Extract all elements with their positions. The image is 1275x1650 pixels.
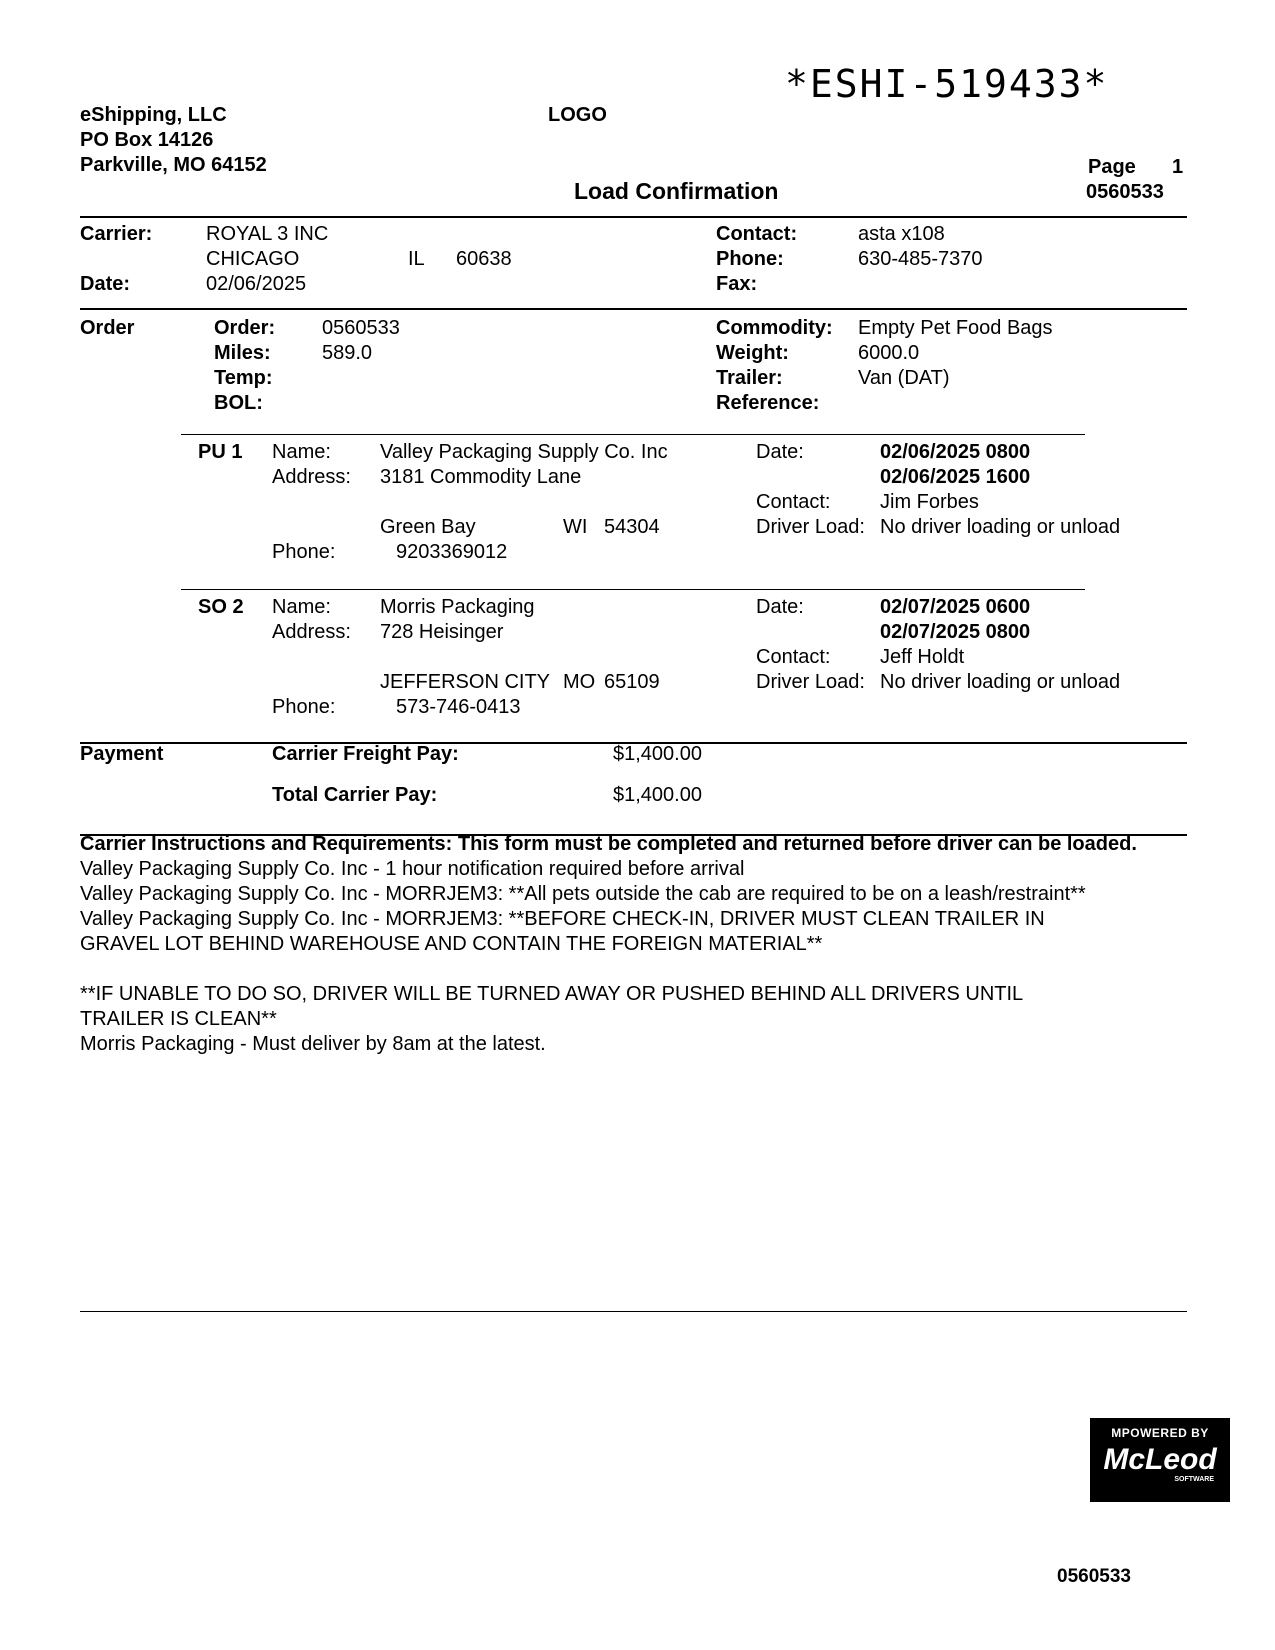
stop-date-start: 02/07/2025 0600 <box>880 596 1031 618</box>
reference-label: Reference: <box>716 392 820 414</box>
contact-label: Contact: <box>716 223 798 245</box>
fax-label: Fax: <box>716 273 758 295</box>
stop-address: 728 Heisinger <box>380 621 504 643</box>
mcleod-logo <box>1090 1418 1230 1502</box>
carrier-contact: asta x108 <box>858 223 945 245</box>
stop-phone-label: Phone: <box>272 541 336 563</box>
stop-address-label: Address: <box>272 466 351 488</box>
commodity-label: Commodity: <box>716 317 833 339</box>
instruction-line: Valley Packaging Supply Co. Inc - 1 hour notification required before arrival <box>80 858 745 880</box>
document-title: Load Confirmation <box>574 178 779 204</box>
stop-address: 3181 Commodity Lane <box>380 466 582 488</box>
logo-placeholder: LOGO <box>548 104 607 126</box>
stop-contact: Jim Forbes <box>880 491 979 513</box>
carrier-label: Carrier: <box>80 223 153 245</box>
header-divider <box>80 216 1187 218</box>
company-address-line2: Parkville, MO 64152 <box>80 154 267 176</box>
page-number: 1 <box>1172 156 1184 178</box>
carrier-date: 02/06/2025 <box>206 273 307 295</box>
stop-name: Morris Packaging <box>380 596 535 618</box>
stop-phone: 573-746-0413 <box>396 696 521 718</box>
order-weight: 6000.0 <box>858 342 920 364</box>
stop-date-label: Date: <box>756 441 804 463</box>
order-trailer: Van (DAT) <box>858 367 950 389</box>
miles-label: Miles: <box>214 342 271 364</box>
stop-city: JEFFERSON CITY <box>380 671 551 693</box>
stop-name: Valley Packaging Supply Co. Inc <box>380 441 668 463</box>
stop-contact-label: Contact: <box>756 491 831 513</box>
carrier-phone: 630-485-7370 <box>858 248 983 270</box>
powered-by-text: MPOWERED BY <box>1111 1426 1209 1440</box>
stop-date-label: Date: <box>756 596 804 618</box>
stop-driver-load-label: Driver Load: <box>756 671 865 693</box>
footer-order-number: 0560533 <box>1057 1566 1131 1587</box>
stop-zip: 65109 <box>604 671 660 693</box>
stop-code: PU 1 <box>198 441 243 463</box>
barcode-text: *ESHI-519433* <box>785 62 1109 106</box>
mcleod-software-text: SOFTWARE <box>1174 1476 1214 1483</box>
stop-phone-label: Phone: <box>272 696 336 718</box>
freight-pay-amount: $1,400.00 <box>613 743 702 765</box>
instruction-line: TRAILER IS CLEAN** <box>80 1008 277 1030</box>
total-pay-amount: $1,400.00 <box>613 784 702 806</box>
mcleod-brand-text: McLeod <box>1103 1443 1217 1476</box>
trailer-label: Trailer: <box>716 367 783 389</box>
order-number: 0560533 <box>322 317 400 339</box>
carrier-divider <box>80 308 1187 310</box>
temp-label: Temp: <box>214 367 273 389</box>
stop-date-end: 02/06/2025 1600 <box>880 466 1031 488</box>
carrier-city: CHICAGO <box>206 248 300 270</box>
order-label: Order: <box>214 317 276 339</box>
payment-section-label: Payment <box>80 743 164 765</box>
carrier-name: ROYAL 3 INC <box>206 223 329 245</box>
stop-divider <box>181 434 1085 435</box>
weight-label: Weight: <box>716 342 789 364</box>
order-commodity: Empty Pet Food Bags <box>858 317 1053 339</box>
company-address-line1: PO Box 14126 <box>80 129 214 151</box>
page-label: Page <box>1088 156 1136 178</box>
header-order-number: 0560533 <box>1086 181 1164 203</box>
instruction-line: Morris Packaging - Must deliver by 8am at the latest. <box>80 1033 546 1055</box>
instruction-line: Valley Packaging Supply Co. Inc - MORRJEM3: **BEFORE CHECK-IN, DRIVER MUST CLEAN TRAILER IN <box>80 908 1045 930</box>
company-name: eShipping, LLC <box>80 104 227 126</box>
signature-line <box>80 1311 1187 1312</box>
stop-name-label: Name: <box>272 441 331 463</box>
stop-driver-load-label: Driver Load: <box>756 516 865 538</box>
order-section-label: Order <box>80 317 135 339</box>
instruction-line: Valley Packaging Supply Co. Inc - MORRJEM3: **All pets outside the cab are required to be on a leash/restraint** <box>80 883 1086 905</box>
bol-label: BOL: <box>214 392 263 414</box>
stop-address-label: Address: <box>272 621 351 643</box>
total-pay-label: Total Carrier Pay: <box>272 784 438 806</box>
instructions-heading: Carrier Instructions and Requirements: This form must be completed and returned before driver can be loaded. <box>80 833 1137 855</box>
stop-phone: 9203369012 <box>396 541 508 563</box>
freight-pay-label: Carrier Freight Pay: <box>272 743 459 765</box>
stop-zip: 54304 <box>604 516 660 538</box>
stop-contact-label: Contact: <box>756 646 831 668</box>
stop-date-end: 02/07/2025 0800 <box>880 621 1031 643</box>
stop-driver-load: No driver loading or unload <box>880 671 1121 693</box>
instruction-line: **IF UNABLE TO DO SO, DRIVER WILL BE TURNED AWAY OR PUSHED BEHIND ALL DRIVERS UNTIL <box>80 983 1024 1005</box>
instruction-line: GRAVEL LOT BEHIND WAREHOUSE AND CONTAIN THE FOREIGN MATERIAL** <box>80 933 823 955</box>
stop-city: Green Bay <box>380 516 476 538</box>
stop-state: MO <box>563 671 596 693</box>
order-miles: 589.0 <box>322 342 373 364</box>
phone-label: Phone: <box>716 248 784 270</box>
date-label: Date: <box>80 273 131 295</box>
stop-divider <box>181 589 1085 590</box>
carrier-state: IL <box>408 248 425 270</box>
stop-name-label: Name: <box>272 596 331 618</box>
stop-driver-load: No driver loading or unload <box>880 516 1121 538</box>
stop-state: WI <box>563 516 588 538</box>
carrier-zip: 60638 <box>456 248 512 270</box>
stop-date-start: 02/06/2025 0800 <box>880 441 1031 463</box>
stop-code: SO 2 <box>198 596 244 618</box>
stop-contact: Jeff Holdt <box>880 646 965 668</box>
